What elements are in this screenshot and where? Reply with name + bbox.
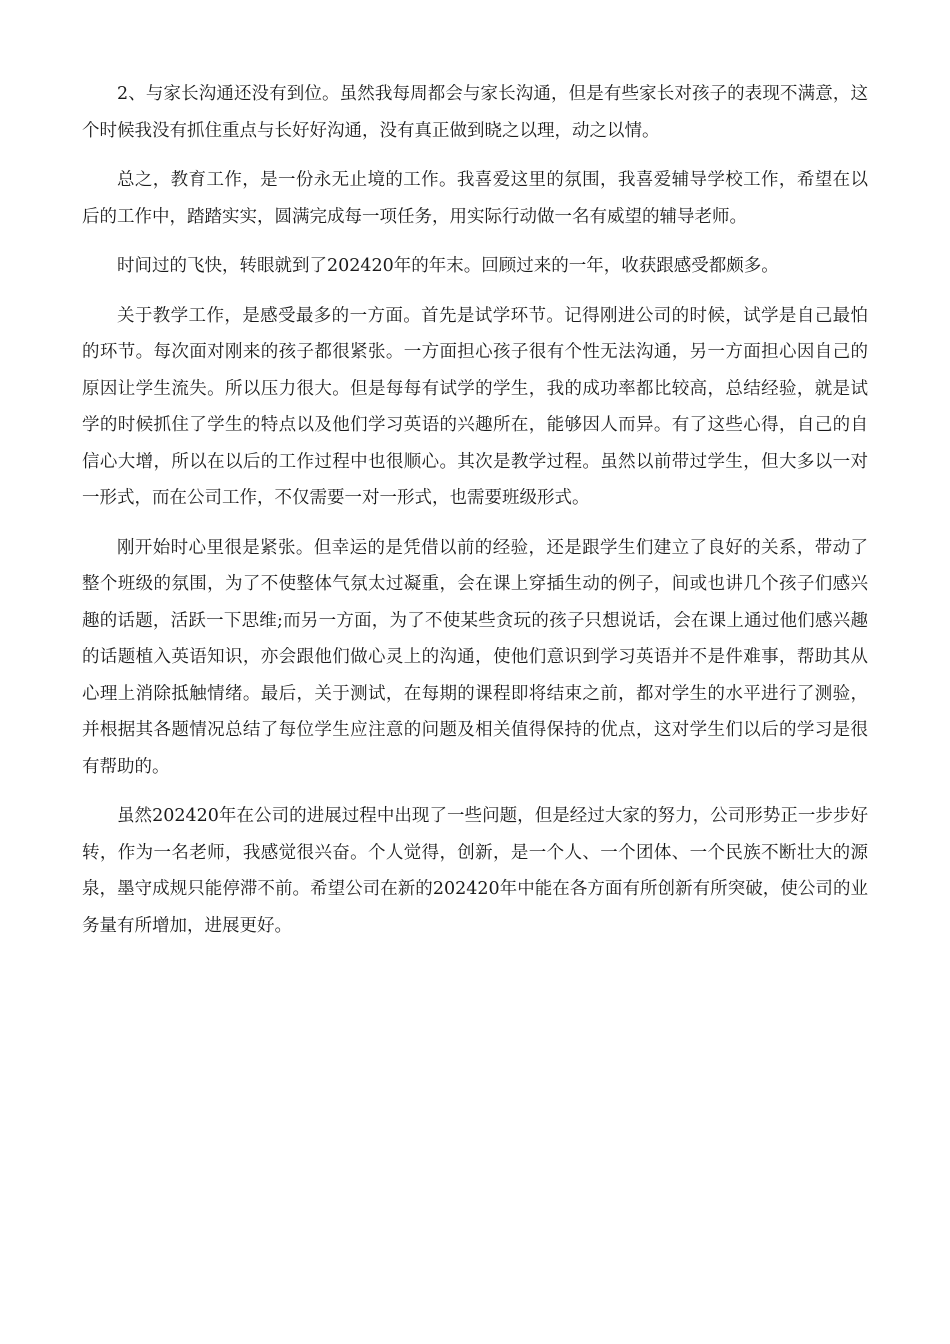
paragraph-company-outlook: 虽然202420年在公司的进展过程中出现了一些问题，但是经过大家的努力，公司形势正一步步好转，作为一名老师，我感觉很兴奋。个人觉得，创新，是一个人、一个团体、一个民族不断壮大的源泉，墨守成规只能停滞不前。希望公司在新的202420年中能在各方面有所创新有所突破，使公司的业务量有所增加，进展更好。 [82,806,868,936]
paragraph-summary: 总之，教育工作，是一份永无止境的工作。我喜爱这里的氛围，我喜爱辅导学校工作，希望在以后的工作中，踏踏实实，圆满完成每一项任务，用实际行动做一名有威望的辅导老师。 [82,170,868,227]
paragraph-year-end: 时间过的飞快，转眼就到了202420年的年末。回顾过来的一年，收获跟感受都颇多。 [117,256,779,276]
document-body [82,76,868,957]
paragraph-parent-communication: 2、与家长沟通还没有到位。虽然我每周都会与家长沟通，但是有些家长对孩子的表现不满意，这个时候我没有抓住重点与长好好沟通，没有真正做到晓之以理，动之以情。 [82,84,868,141]
paragraph-classroom: 刚开始时心里很是紧张。但幸运的是凭借以前的经验，还是跟学生们建立了良好的关系，带动了整个班级的氛围，为了不使整体气氛太过凝重，会在课上穿插生动的例子，间或也讲几个孩子们感兴趣的话题，活跃一下思维;而另一方面，为了不使某些贪玩的孩子只想说话，会在课上通过他们感兴趣的话题植入英语知识，亦会跟他们做心灵上的沟通，使他们意识到学习英语并不是件难事，帮助其从心理上消除抵触情绪。最后，关于测试，在每期的课程即将结束之前，都对学生的水平进行了测验，并根据其各题情况总结了每位学生应注意的问题及相关值得保持的优点，这对学生们以后的学习是很有帮助的。 [82,537,868,777]
paragraph-teaching-work: 关于教学工作，是感受最多的一方面。首先是试学环节。记得刚进公司的时候，试学是自己最怕的环节。每次面对刚来的孩子都很紧张。一方面担心孩子很有个性无法沟通，另一方面担心因自己的原因让学生流失。所以压力很大。但是每每有试学的学生，我的成功率都比较高，总结经验，就是试学的时候抓住了学生的特点以及他们学习英语的兴趣所在，能够因人而异。有了这些心得，自己的自信心大增，所以在以后的工作过程中也很顺心。其次是教学过程。虽然以前带过学生，但大多以一对一形式，而在公司工作，不仅需要一对一形式，也需要班级形式。 [82,305,868,508]
